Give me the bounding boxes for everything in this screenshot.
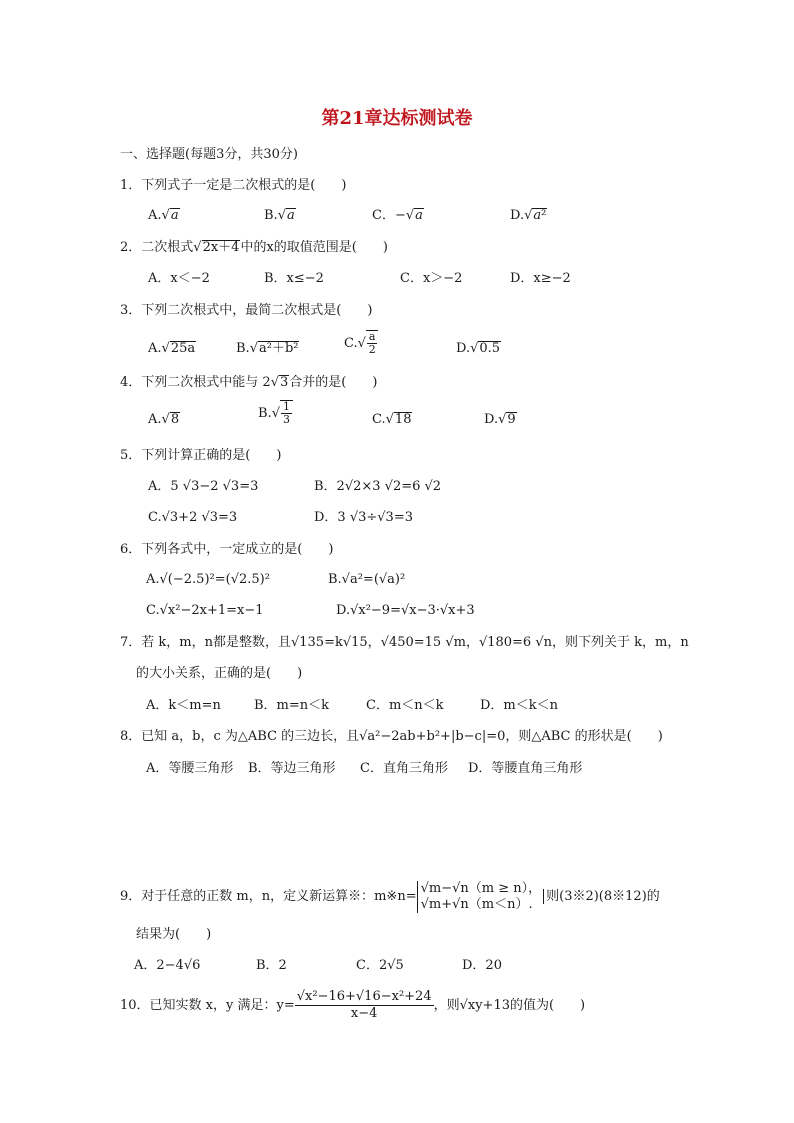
q5-option-a: A．5 √3−2 √3=3	[148, 479, 259, 494]
question-2-stem: 2．二次根式√ 2x＋4中的x的取值范围是( )	[120, 239, 388, 257]
question-1-stem: 1．下列式子一定是二次根式的是( )	[120, 178, 347, 193]
q9-option-a: A．2−4√6	[134, 958, 201, 973]
q7-option-d: D．m＜k＜n	[480, 698, 559, 713]
q1-option-c: C．−√ a	[372, 207, 424, 225]
question-7-stem-line-1: 7．若 k，m，n都是整数，且√135=k√15，√450=15 √m，√180=6 √n，则下列关于 k，m，n	[120, 635, 689, 650]
q7-option-c: C．m＜n＜k	[366, 698, 444, 713]
question-9-stem-line-2: 结果为( )	[136, 927, 212, 942]
question-3-stem: 3．下列二次根式中，最简二次根式是( )	[120, 303, 373, 318]
q3-option-b: B.√ a²＋b²	[236, 340, 299, 358]
q1-option-b: B.√ a	[264, 207, 296, 225]
q3-option-a: A.√ 25a	[148, 340, 196, 358]
question-5-stem: 5．下列计算正确的是( )	[120, 448, 282, 463]
section-heading: 一、选择题(每题3分，共30分)	[120, 147, 298, 162]
piecewise-definition: √m−√n（m ≥ n）， √m+√n（m＜n）.	[417, 881, 542, 913]
question-4-stem: 4．下列二次根式中能与 2√ 3合并的是( )	[120, 374, 377, 392]
q7-option-b: B．m=n＜k	[254, 698, 330, 713]
q7-option-a: A．k＜m=n	[146, 698, 221, 713]
q4-option-b: B.√ $\frac{1}{3}$	[258, 400, 293, 426]
q9-option-d: D．20	[462, 958, 502, 973]
question-8-stem: 8．已知 a，b，c 为△ABC 的三边长，且√a²−2ab+b²+|b−c|=0，则△ABC 的形状是( )	[120, 729, 663, 744]
q10-fraction: $\frac{\text{√x²−16+√16−x²+24}}{x-4}$	[296, 989, 432, 1021]
q8-option-d: D．等腰直角三角形	[468, 761, 583, 776]
q8-option-b: B．等边三角形	[248, 761, 336, 776]
q1-option-a: A.√ a	[148, 207, 180, 225]
q2-option-b: B．x≤−2	[264, 271, 324, 286]
question-10-stem: 10．已知实数 x，y 满足：y= $\frac{\text{√x²−16+√16−x²+24}}{x-4}$ ，则√xy+13的值为( )	[120, 989, 586, 1021]
q4-option-c: C.√ 18	[372, 411, 412, 429]
q6-option-a: A.√(−2.5)²=(√2.5)²	[146, 572, 270, 587]
question-7-stem-line-2: 的大小关系，正确的是( )	[136, 666, 303, 681]
q9-option-b: B．2	[256, 958, 287, 973]
q4-option-d: D.√ 9	[484, 411, 517, 429]
q1-option-d: D.√ a²	[510, 207, 547, 225]
question-9-stem: 9．对于任意的正数 m，n，定义新运算※：m※n=√m−√n（m ≥ n）， √m+√n（m＜n）. 则(3※2)(8※12)的	[120, 880, 660, 912]
question-6-stem: 6．下列各式中，一定成立的是( )	[120, 542, 334, 557]
q6-option-c: C.√x²−2x+1=x−1	[146, 603, 264, 618]
q6-option-d: D.√x²−9=√x−3·√x+3	[336, 603, 475, 618]
q2-option-d: D．x≥−2	[510, 271, 571, 286]
q4-option-a: A.√ 8	[148, 411, 180, 429]
q6-option-b: B.√a²=(√a)²	[328, 572, 406, 587]
page-title: 第21章达标测试卷	[321, 108, 473, 129]
q5-option-d: D．3 √3÷√3=3	[314, 510, 413, 525]
q3-option-d: D.√ 0.5	[456, 340, 501, 358]
q2-option-c: C．x＞−2	[400, 271, 463, 286]
q3-option-c: C.√ $\frac{a}{2}$	[344, 330, 378, 356]
q5-option-c: C.√3+2 √3=3	[148, 510, 238, 525]
q2-option-a: A．x＜−2	[148, 271, 210, 286]
q5-option-b: B．2√2×3 √2=6 √2	[314, 479, 442, 494]
q9-option-c: C．2√5	[356, 958, 404, 973]
q8-option-c: C．直角三角形	[360, 761, 448, 776]
q8-option-a: A．等腰三角形	[146, 761, 234, 776]
